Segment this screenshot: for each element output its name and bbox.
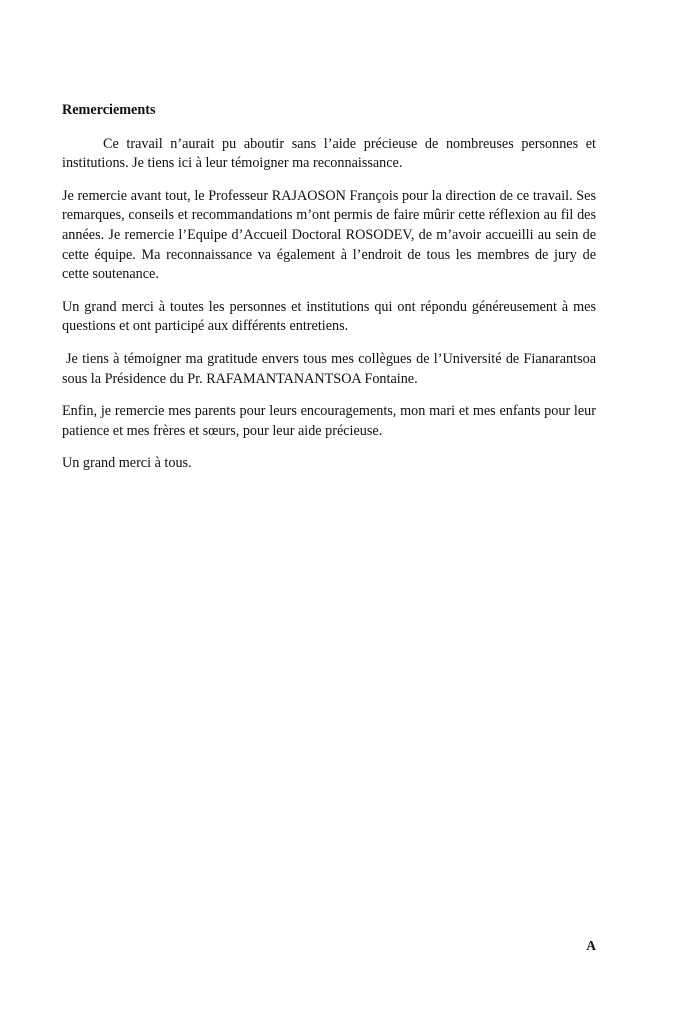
paragraph-participants: Un grand merci à toutes les personnes et institutions qui ont répondu généreusement à mes questions et ont participé aux différents entretiens. bbox=[62, 298, 596, 335]
paragraph-family: Enfin, je remercie mes parents pour leurs encouragements, mon mari et mes enfants pour leur patience et mes frères et sœurs, pour leur aide précieuse. bbox=[62, 403, 596, 439]
paragraph-intro: Ce travail n’aurait pu aboutir sans l’aide précieuse de nombreuses personnes et institutions. Je tiens ici à leur témoigner ma reconnaissance. bbox=[62, 135, 596, 172]
page-number: A bbox=[586, 938, 596, 953]
paragraph-professor: Je remercie avant tout, le Professeur RAJAOSON François pour la direction de ce travail. Ses remarques, conseils et recommandations m’ont permis de faire mûrir cette réflexion au fil des années. Je remercie l’Equipe d’Accueil Doctoral ROSODEV, de m’avoir accueilli au sein de cette équipe. Ma reconnaissance va également à l’endroit de tous les membres de jury de cette soutenance. bbox=[62, 187, 596, 283]
section-heading: Remerciements bbox=[62, 102, 156, 118]
acknowledgements-section bbox=[62, 101, 596, 487]
paragraph-closing: Un grand merci à tous. bbox=[62, 455, 192, 472]
paragraph-colleagues: Je tiens à témoigner ma gratitude envers tous mes collègues de l’Université de Fianarantsoa sous la Présidence du Pr. RAFAMANTANANTSOA Fontaine. bbox=[62, 350, 596, 387]
